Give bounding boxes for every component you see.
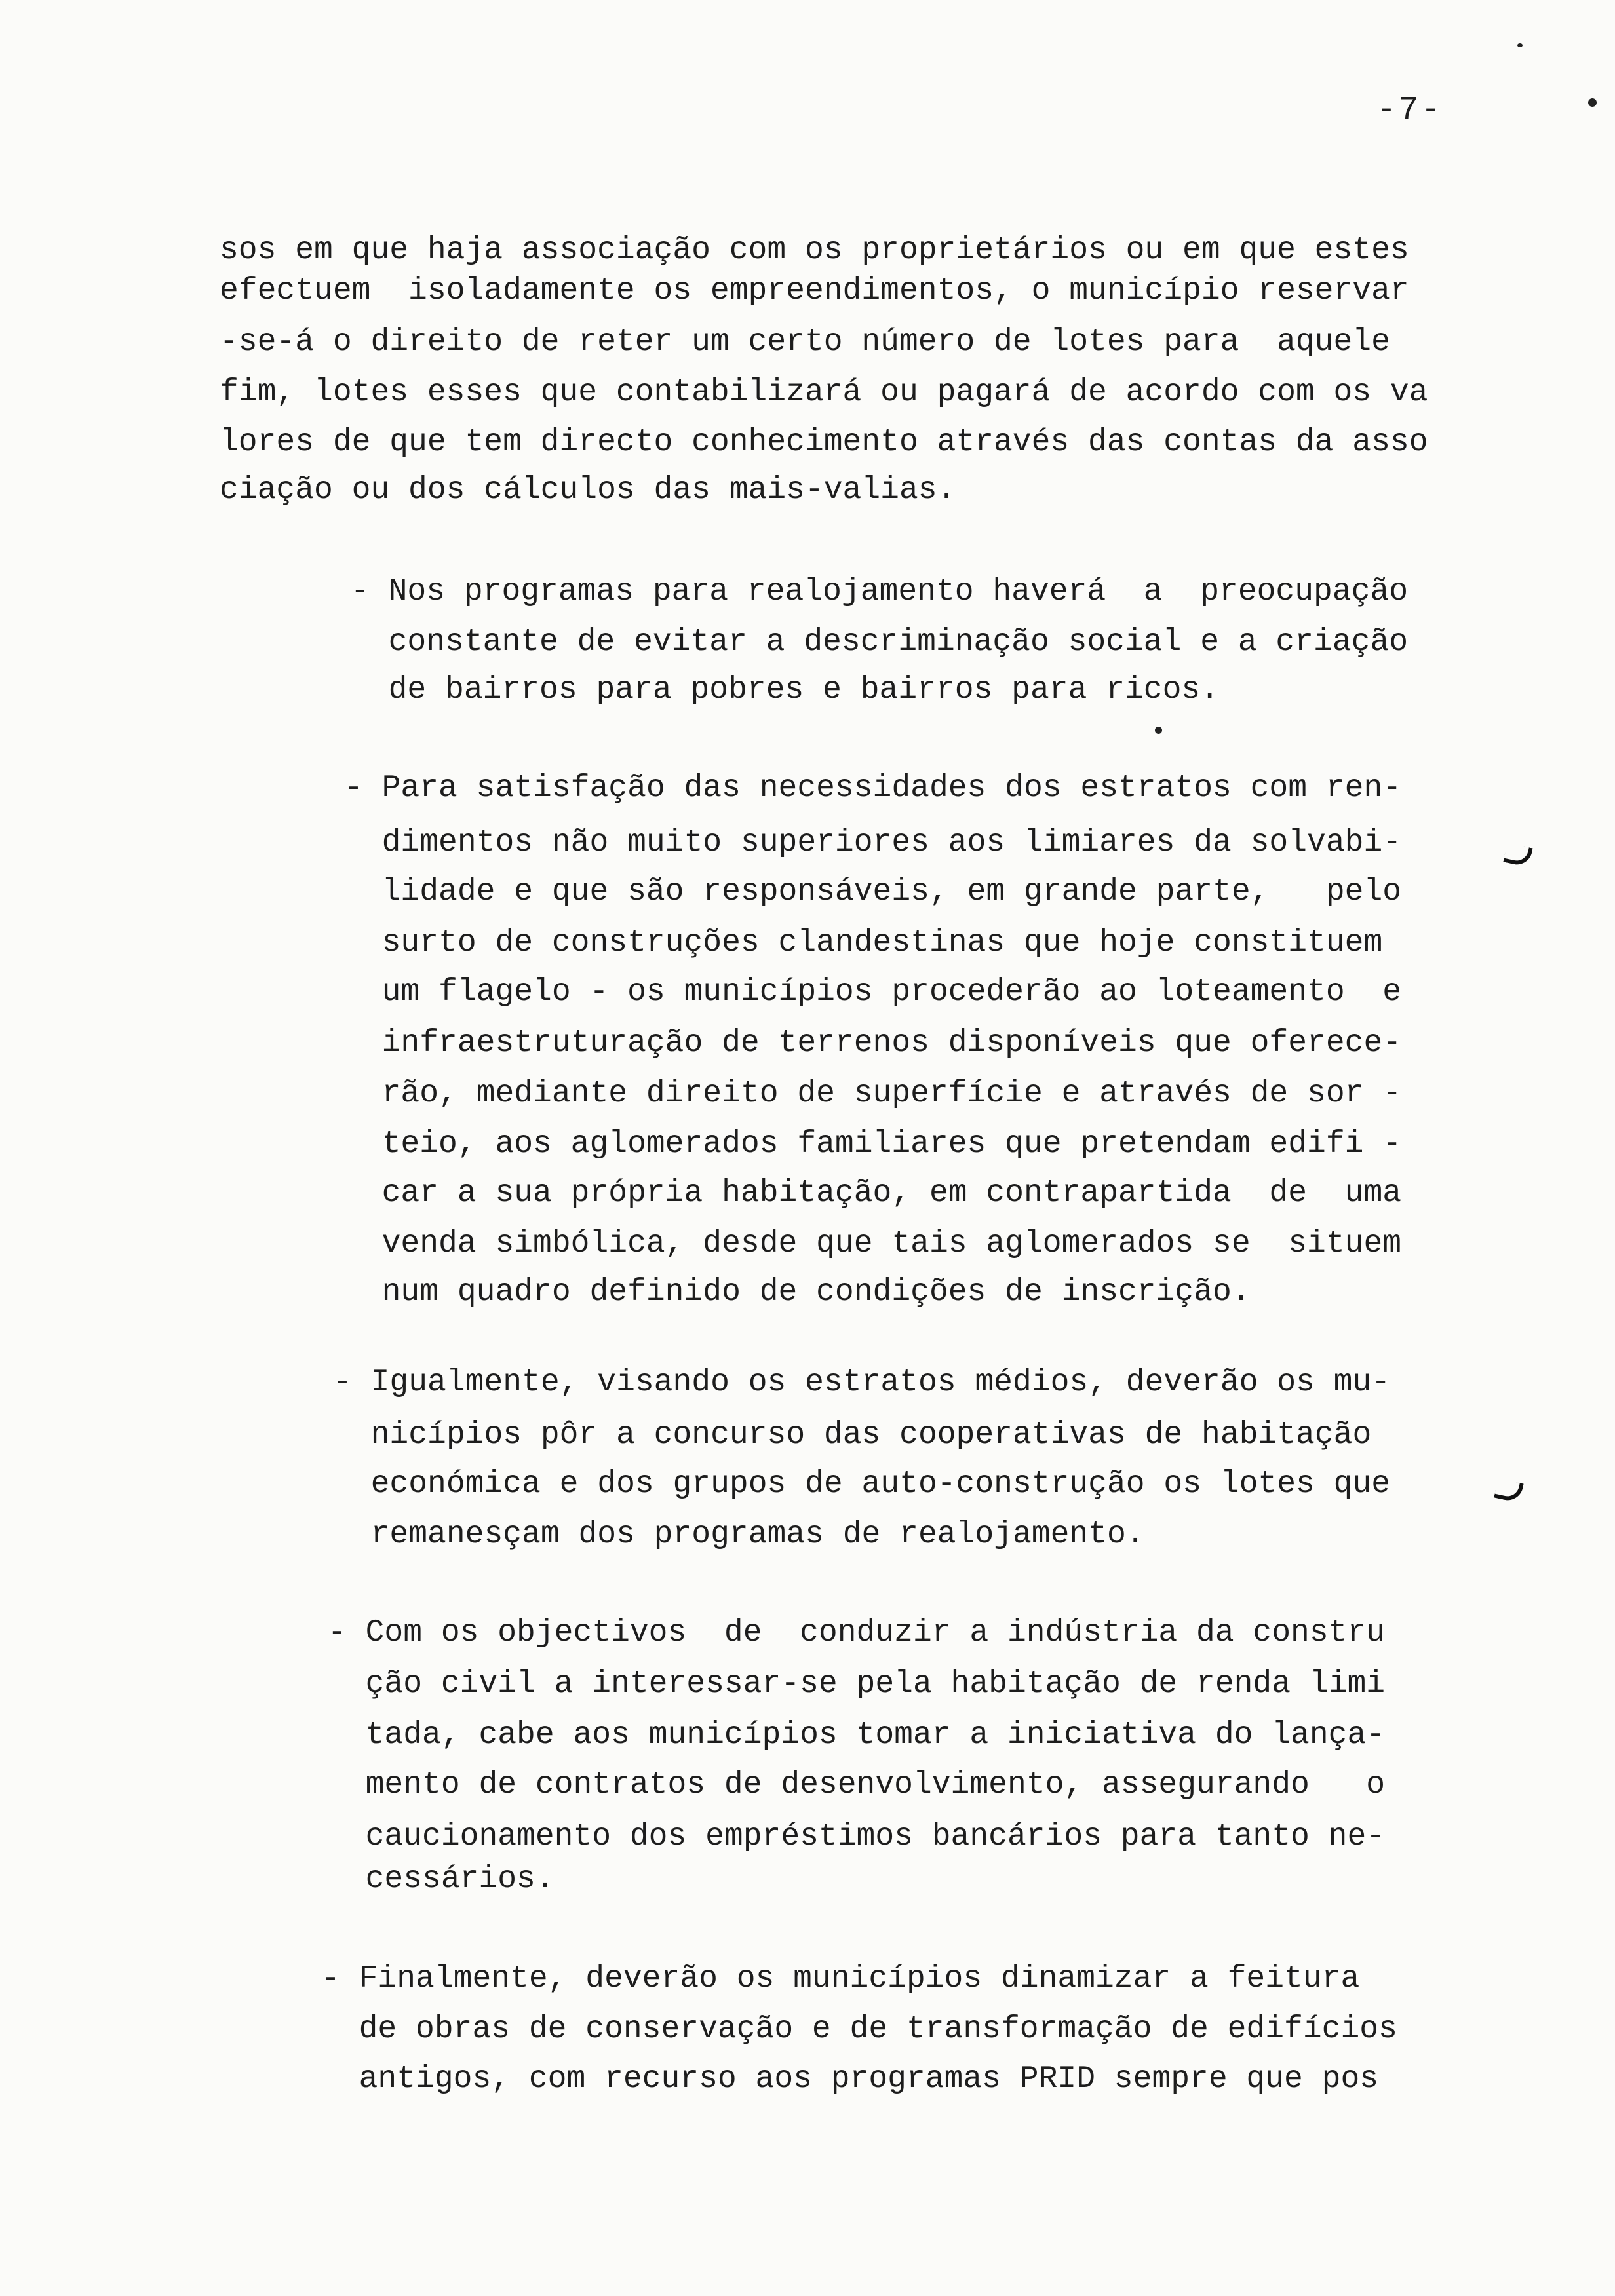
scan-speck <box>1155 727 1162 734</box>
list-item-line: - Para satisfação das necessidades dos estratos com ren- <box>344 771 1402 806</box>
list-item-line: cessários. <box>328 1862 555 1897</box>
list-item-line: surto de construções clandestinas que hoje constituem <box>344 925 1383 961</box>
list-item-line: teio, aos aglomerados familiares que pretendam edifi - <box>344 1126 1402 1162</box>
list-item-line: remanesçam dos programas de realojamento. <box>333 1517 1145 1552</box>
intro-line: fim, lotes esses que contabilizará ou pagará de acordo com os va <box>220 375 1428 410</box>
list-item-line: económica e dos grupos de auto-construção os lotes que <box>333 1466 1391 1502</box>
list-item-line: dimentos não muito superiores aos limiares da solvabi- <box>344 825 1402 860</box>
list-item-line: infraestruturação de terrenos disponíveis que oferece- <box>344 1025 1402 1061</box>
list-item-line: rão, mediante direito de superfície e através de sor - <box>344 1076 1402 1111</box>
list-item-line: de obras de conservação e de transformação de edifícios <box>321 2012 1397 2047</box>
list-item-line: venda simbólica, desde que tais aglomerados se situem <box>344 1226 1402 1261</box>
list-item-line: car a sua própria habitação, em contrapartida de uma <box>344 1176 1402 1211</box>
binding-mark <box>1503 843 1532 868</box>
list-item-line: num quadro definido de condições de inscrição. <box>344 1274 1251 1310</box>
list-item-line: - Finalmente, deverão os municípios dinamizar a feitura <box>321 1961 1360 1997</box>
intro-line: -se-á o direito de reter um certo número de lotes para aquele <box>220 324 1390 360</box>
list-item-line: - Igualmente, visando os estratos médios, deverão os mu- <box>333 1365 1391 1400</box>
binding-mark <box>1494 1478 1523 1503</box>
scan-speck <box>1517 43 1523 47</box>
list-item-line: constante de evitar a descriminação social e a criação <box>351 624 1409 660</box>
list-item-line: antigos, com recurso aos programas PRID sempre que pos <box>321 2061 1379 2097</box>
page-number: -7- <box>1376 92 1444 129</box>
list-item-line: lidade e que são responsáveis, em grande parte, pelo <box>344 874 1402 909</box>
intro-line: ciação ou dos cálculos das mais-valias. <box>220 472 956 508</box>
list-item-line: caucionamento dos empréstimos bancários para tanto ne- <box>328 1819 1386 1854</box>
list-item-line: mento de contratos de desenvolvimento, assegurando o <box>328 1767 1386 1803</box>
list-item-line: - Com os objectivos de conduzir a indústria da constru <box>328 1615 1386 1651</box>
intro-line: efectuem isoladamente os empreendimentos, o município reservar <box>220 273 1409 309</box>
list-item-line: tada, cabe aos municípios tomar a iniciativa do lança- <box>328 1717 1386 1753</box>
list-item-line: um flagelo - os municípios procederão ao loteamento e <box>344 974 1402 1010</box>
list-item-line: - Nos programas para realojamento haverá a preocupação <box>351 574 1409 609</box>
intro-line: lores de que tem directo conhecimento através das contas da asso <box>220 425 1428 460</box>
list-item-line: ção civil a interessar-se pela habitação de renda limi <box>328 1666 1386 1702</box>
intro-line: sos em que haja associação com os proprietários ou em que estes <box>220 233 1409 268</box>
scan-speck <box>1588 98 1597 107</box>
list-item-line: de bairros para pobres e bairros para ricos. <box>351 672 1220 708</box>
list-item-line: nicípios pôr a concurso das cooperativas de habitação <box>333 1417 1372 1453</box>
